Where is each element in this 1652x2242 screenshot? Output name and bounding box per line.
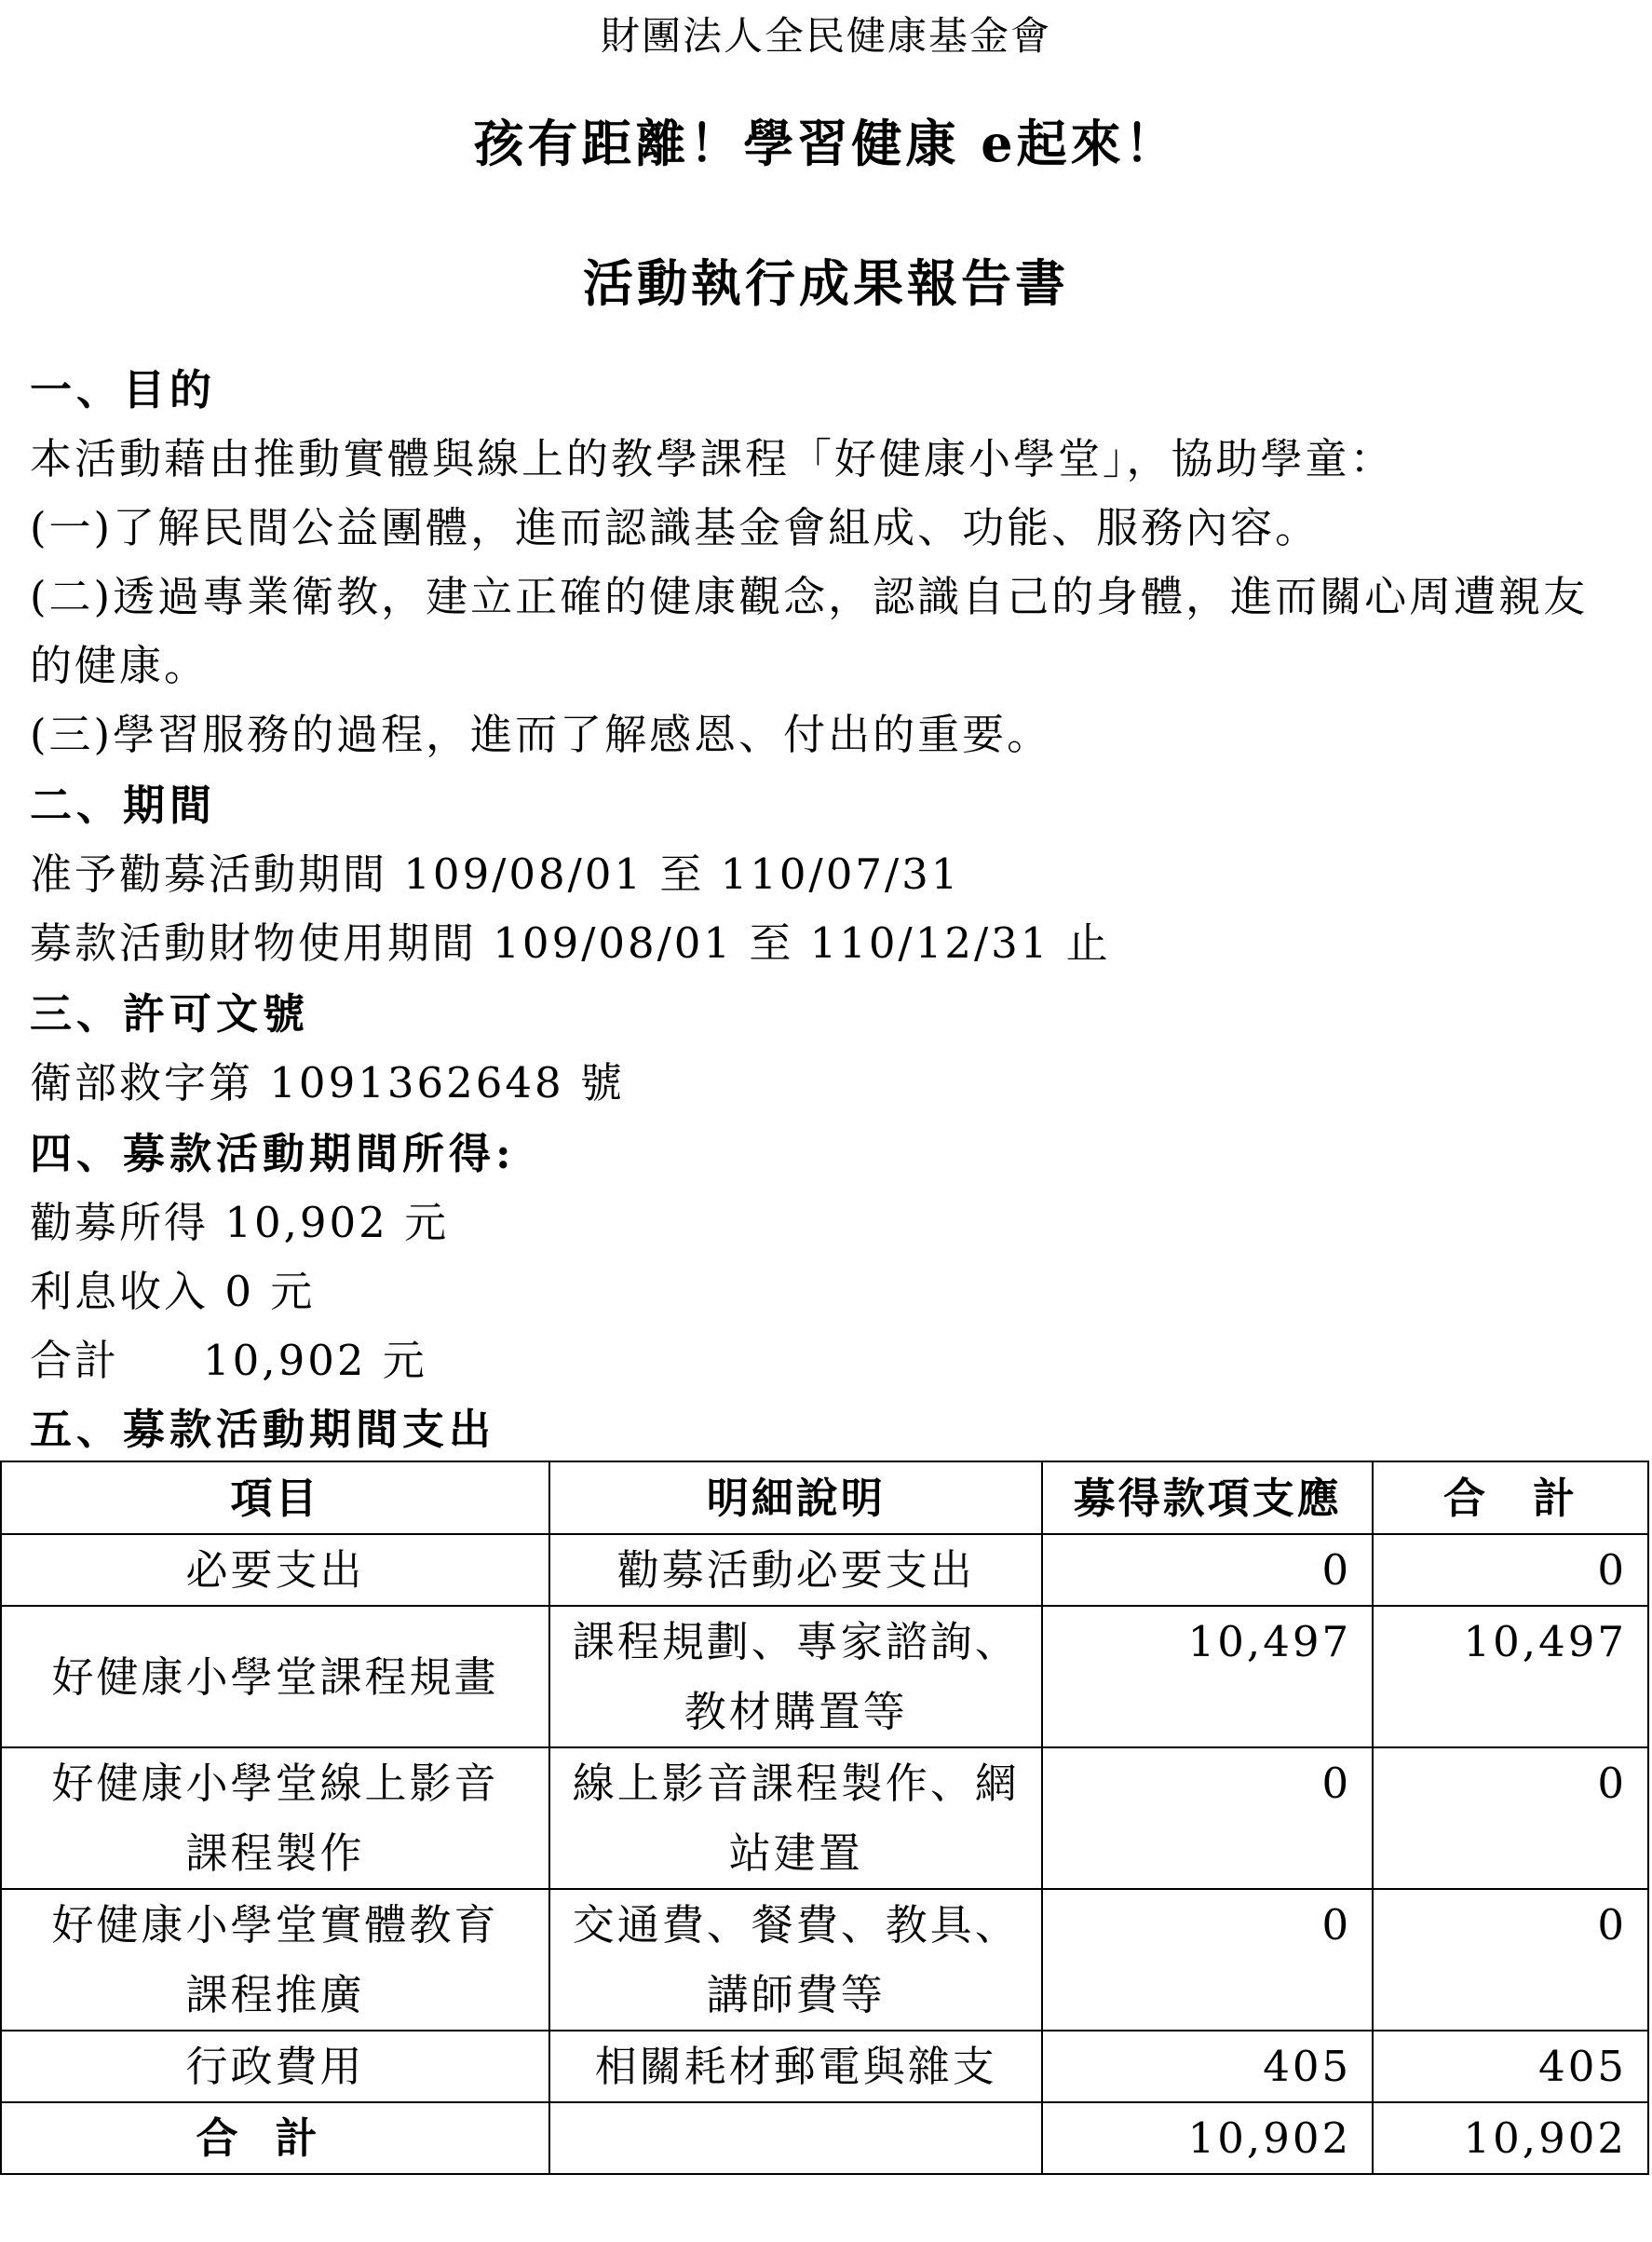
- row-detail: 交通費、餐費、教具、 講師費等: [549, 1889, 1042, 2031]
- row-total: 10,497: [1373, 1606, 1648, 1747]
- row-total: 405: [1373, 2031, 1648, 2102]
- row-detail: 勸募活動必要支出: [549, 1534, 1042, 1606]
- section1-item2-line2: 的健康。: [30, 641, 210, 690]
- table-row: [1, 1747, 1648, 1889]
- table-row: [1, 1606, 1648, 1747]
- total-row-total: 10,902: [1373, 2102, 1648, 2174]
- permit-number: 衛部救字第 1091362648 號: [30, 1058, 625, 1107]
- table-header-row: [1, 1461, 1648, 1534]
- interest-value: 0 元: [224, 1267, 316, 1316]
- section2-line2: 募款活動財物使用期間 109/08/01 至 110/12/31 止: [30, 918, 1111, 968]
- table-row: [1, 1534, 1648, 1606]
- donation-income-row: [30, 1189, 449, 1249]
- row-amount: 0: [1042, 1889, 1373, 2031]
- row-detail: 線上影音課程製作、網 站建置: [549, 1747, 1042, 1889]
- column-header-total: 合 計: [1373, 1461, 1648, 1534]
- section4-heading: 四、募款活動期間所得:: [30, 1129, 516, 1178]
- total-row-detail: [549, 2102, 1042, 2174]
- row-item: 好健康小學堂實體教育 課程推廣: [1, 1889, 549, 2031]
- row-item: 必要支出: [1, 1534, 549, 1606]
- column-header-detail: 明細說明: [549, 1461, 1042, 1534]
- row-item: 行政費用: [1, 2031, 549, 2102]
- total-row-amount: 10,902: [1042, 2102, 1373, 2174]
- income-total-label: 合計: [30, 1336, 120, 1385]
- interest-income-row: [30, 1257, 315, 1318]
- section3-heading: 三、許可文號: [30, 989, 310, 1039]
- document-title: 孩有距離！學習健康 e起來！: [473, 114, 1179, 173]
- row-total: 0: [1373, 1889, 1648, 2031]
- income-total-value: 10,902 元: [203, 1336, 427, 1385]
- section1-heading: 一、目的: [30, 365, 217, 414]
- section2-line1: 准予勸募活動期間 109/08/01 至 110/07/31: [30, 849, 961, 899]
- donation-label: 勸募所得: [30, 1198, 210, 1247]
- column-header-item: 項目: [1, 1461, 549, 1534]
- document-subtitle: 活動執行成果報告書: [583, 253, 1069, 313]
- donation-value: 10,902 元: [224, 1198, 450, 1247]
- expense-table: [0, 1461, 1649, 2175]
- row-amount: 0: [1042, 1534, 1373, 1606]
- section1-intro: 本活動藉由推動實體與線上的教學課程「好健康小學堂」，協助學童：: [30, 434, 1395, 483]
- row-total: 0: [1373, 1747, 1648, 1889]
- row-detail: 課程規劃、專家諮詢、 教材購置等: [549, 1606, 1042, 1747]
- table-row: [1, 1889, 1648, 2031]
- row-total: 0: [1373, 1534, 1648, 1606]
- row-item: 好健康小學堂線上影音 課程製作: [1, 1747, 549, 1889]
- row-amount: 0: [1042, 1747, 1373, 1889]
- row-amount: 10,497: [1042, 1606, 1373, 1747]
- section5-heading: 五、募款活動期間支出: [30, 1405, 496, 1454]
- row-amount: 405: [1042, 2031, 1373, 2102]
- income-total-row: [30, 1326, 427, 1387]
- total-row-label: 合計: [1, 2102, 549, 2174]
- section1-item3: (三)學習服務的過程，進而了解感恩、付出的重要。: [30, 710, 1052, 759]
- row-detail: 相關耗材郵電與雜支: [549, 2031, 1042, 2102]
- section1-item2-line1: (二)透過專業衛教，建立正確的健康觀念，認識自己的身體，進而關心周遭親友: [30, 572, 1589, 621]
- table-total-row: [1, 2102, 1648, 2174]
- section2-heading: 二、期間: [30, 781, 217, 830]
- organization-name: 財團法人全民健康基金會: [600, 13, 1051, 59]
- section1-item1: (一)了解民間公益團體，進而認識基金會組成、功能、服務內容。: [30, 503, 1320, 552]
- interest-label: 利息收入: [30, 1267, 210, 1316]
- row-item: 好健康小學堂課程規畫: [1, 1606, 549, 1747]
- column-header-amount: 募得款項支應: [1042, 1461, 1373, 1534]
- table-row: [1, 2031, 1648, 2102]
